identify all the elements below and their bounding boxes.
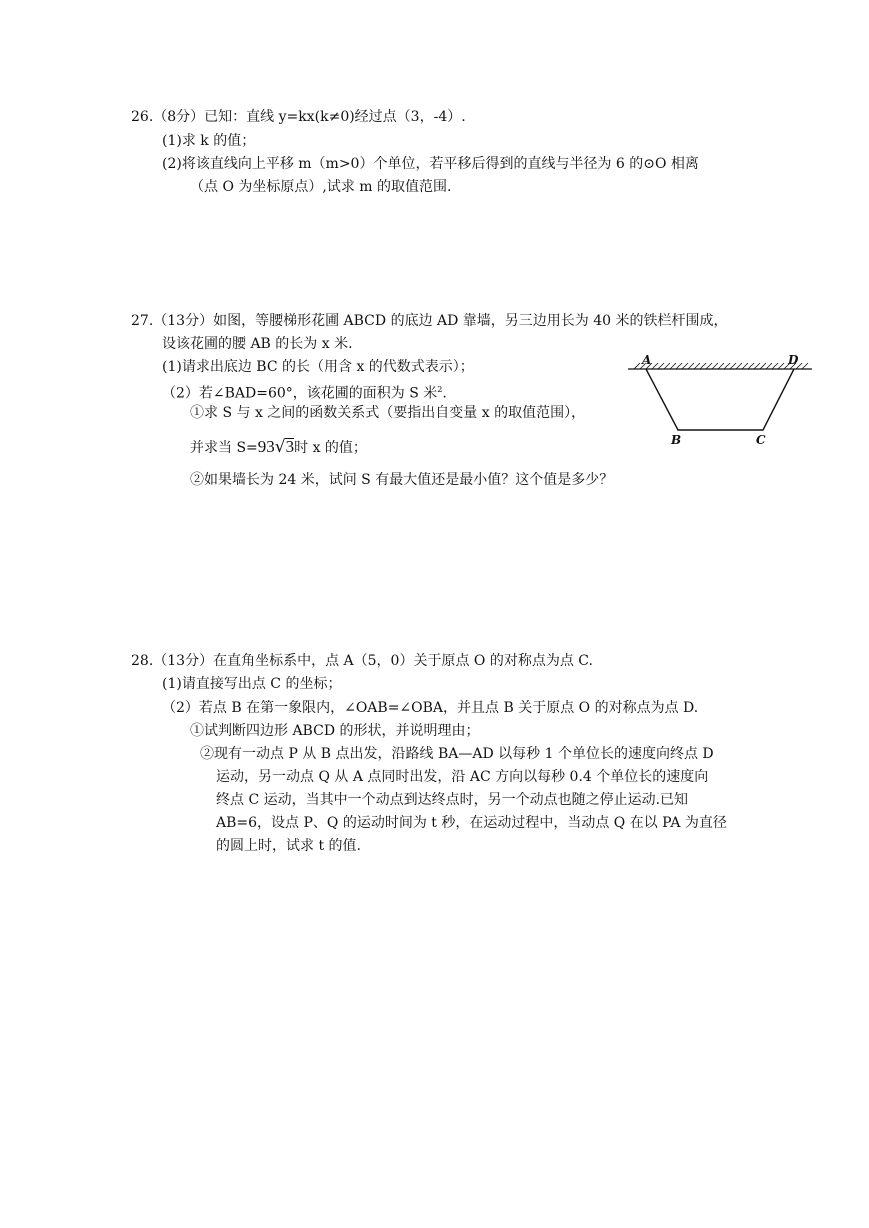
q27-sub1-post: 时 x 的值； <box>294 440 367 456</box>
q28-sub1: ①试判断四边形 ABCD 的形状，并说明理由； <box>190 723 480 739</box>
q27-heading: 27.（13分）如图，等腰梯形花圃 ABCD 的底边 AD 靠墙，另三边用长为 40 米的铁栏杆围成， <box>131 313 728 329</box>
q27-sub2: ②如果墙长为 24 米，试问 S 有最大值还是最小值？这个值是多少？ <box>190 472 614 488</box>
trapezoid-sides <box>646 369 794 430</box>
q28-sub2-line2: 运动，另一动点 Q 从 A 点同时出发，沿 AC 方向以每秒 0.4 个单位长的速度向 <box>216 769 709 785</box>
q27-s-value: 93 <box>257 437 275 456</box>
q27-part2 <box>162 380 447 404</box>
q26-part2-line2: （点 O 为坐标原点）,试求 m 的取值范围. <box>190 179 452 195</box>
vertex-d-label: D <box>788 353 799 367</box>
q27-heading-line2: 设该花圃的腰 AB 的长为 x 米. <box>162 336 353 352</box>
q28-heading: 28.（13分）在直角坐标系中，点 A（5，0）关于原点 O 的对称点为点 C. <box>131 653 593 669</box>
wall-hatching <box>634 363 808 369</box>
q27-sub1-line2 <box>190 437 367 458</box>
q26-heading: 26.（8分）已知：直线 y=kx(k≠0)经过点（3，-4）. <box>131 109 466 125</box>
q28-sub2-line3: 终点 C 运动，当其中一个动点到达终点时，另一个动点也随之停止运动.已知 <box>216 792 689 808</box>
q28-sub2-line1: ②现有一动点 P 从 B 点出发，沿路线 BA—AD 以每秒 1 个单位长的速度向终点 D <box>200 746 714 762</box>
q27-radicand: 3 <box>285 437 295 456</box>
q28-part2: （2）若点 B 在第一象限内，∠OAB=∠OBA，并且点 B 关于原点 O 的对称点为点 D. <box>162 700 699 716</box>
q27-sub1-pre: 并求当 S= <box>190 440 258 456</box>
q27-part2-sup: 2 <box>437 385 443 394</box>
q27-part2-end: . <box>442 385 447 402</box>
q27-sub1: ①求 S 与 x 之间的函数关系式（要指出自变量 x 的取值范围）， <box>190 405 586 421</box>
vertex-a-label: A <box>642 353 652 367</box>
trapezoid-figure <box>628 350 812 450</box>
q28-sub2-line5: 的圆上时，试求 t 的值. <box>216 838 361 854</box>
q26-part1: (1)求 k 的值； <box>162 133 256 149</box>
vertex-b-label: B <box>671 433 682 447</box>
vertex-c-label: C <box>756 433 766 447</box>
q26-part2-line1: (2)将该直线向上平移 m（m>0）个单位，若平移后得到的直线与半径为 6 的⊙O 相离 <box>162 156 699 172</box>
q27-part1: (1)请求出底边 BC 的长（用含 x 的代数式表示）； <box>162 359 474 375</box>
q28-part1: (1)请直接写出点 C 的坐标； <box>162 676 342 692</box>
sqrt-icon: √ <box>274 437 286 457</box>
q27-part2-text: （2）若∠BAD=60°，该花圃的面积为 S 米 <box>162 385 438 402</box>
q28-sub2-line4: AB=6，设点 P、Q 的运动时间为 t 秒，在运动过程中，当动点 Q 在以 PA 为直径 <box>216 815 727 831</box>
